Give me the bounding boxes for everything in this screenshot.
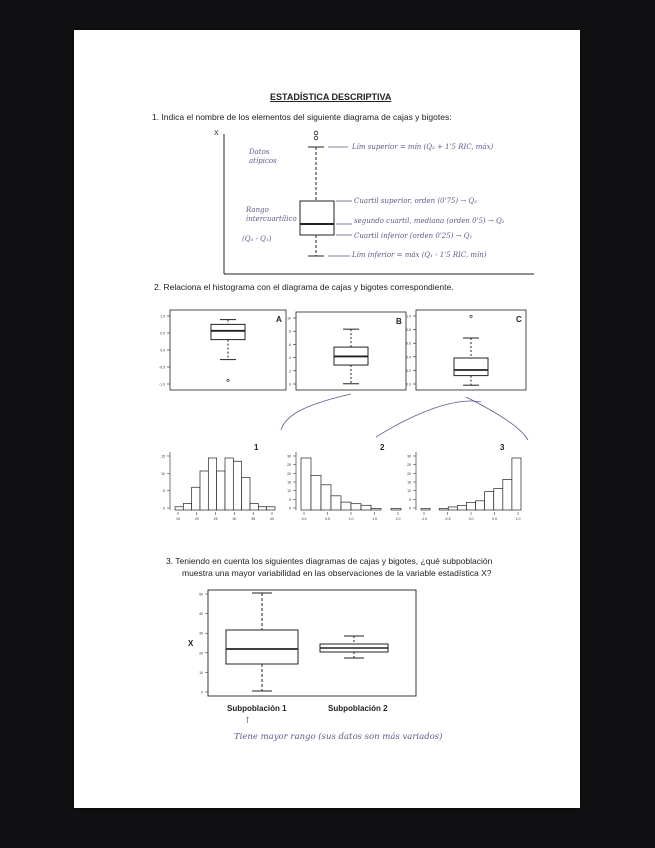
hist-bar-3-7: [485, 492, 494, 510]
outlier-C-0: [470, 315, 472, 317]
box-tick-label-B-0: 10: [287, 316, 291, 321]
hist-xtick-label-1-4: 35: [251, 517, 256, 521]
q3-axis-label: X: [188, 639, 194, 648]
box-tick-label-A-1: 0.5: [160, 331, 165, 336]
hist-ytick-label-3-1: 25: [407, 463, 411, 468]
hist-bar-3-3: [448, 507, 457, 510]
q3-ytick-label-3: 20: [199, 651, 203, 656]
box-tick-label-A-2: 0.0: [160, 348, 165, 353]
q3-ytick-label-4: 10: [199, 670, 203, 675]
box-tick-label-C-1: 0.8: [406, 328, 411, 333]
box-tick-label-B-5: 0: [289, 382, 291, 387]
hist-xtick-label-1-1: 20: [194, 517, 199, 521]
q3-ytick-label-2: 30: [199, 631, 203, 636]
boxplot-frame-A: [170, 310, 286, 390]
hist-xtick-label-2-4: 2.0: [395, 517, 401, 521]
outlier-A-0: [227, 379, 229, 381]
question-1: 1. Indica el nombre de los elementos del siguiente diagrama de cajas y bigotes:: [152, 112, 452, 122]
boxplot-label-C: C: [516, 315, 522, 324]
hist-bar-2-4: [341, 502, 351, 510]
annotation-atipicos: Datos atípicos: [249, 148, 277, 165]
hist-ytick-label-2-2: 20: [287, 471, 291, 476]
annotation-cuartil-superior: Cuartil superior, orden (0'75) → Q₃: [354, 197, 477, 205]
hist-ytick-label-1-0: 15: [161, 454, 165, 459]
q3-ytick-label-1: 40: [199, 612, 203, 617]
hist-ytick-label-3-5: 5: [409, 497, 411, 502]
hist-bar-3-2: [439, 508, 448, 510]
subpoblacion-2-label: Subpoblación 2: [328, 704, 388, 713]
match-line-2: [376, 401, 481, 437]
match-line-1: [281, 394, 351, 430]
hist-bar-1-3: [200, 471, 208, 510]
hist-ytick-label-3-4: 10: [407, 489, 411, 494]
q2-figures: [136, 302, 522, 522]
document-page: [74, 30, 580, 808]
hist-ytick-label-2-5: 5: [289, 497, 291, 502]
hist-bar-1-9: [250, 504, 258, 511]
hist-bar-2-2: [321, 485, 331, 510]
box-C: [454, 358, 488, 376]
hist-ytick-label-3-6: 0: [409, 506, 411, 511]
hist-bar-1-6: [225, 458, 233, 510]
hist-label-2: 2: [380, 443, 385, 452]
box-tick-label-C-0: 1.0: [406, 314, 411, 319]
box-tick-label-B-1: 8: [289, 329, 291, 334]
hist-bar-3-0: [421, 508, 430, 510]
hist-xtick-label-3-3: 0.5: [492, 517, 497, 521]
hist-ytick-label-1-1: 10: [161, 471, 165, 476]
hist-xtick-label-2-0: 0.0: [301, 517, 307, 521]
hist-xtick-label-2-1: 0.5: [325, 517, 330, 521]
box-tick-label-B-2: 6: [289, 342, 291, 347]
answer-arrow: ↑: [244, 716, 252, 726]
hist-ytick-label-3-3: 15: [407, 480, 411, 485]
hist-bar-1-2: [192, 487, 200, 510]
box-tick-label-B-3: 4: [289, 356, 291, 361]
hist-xtick-label-1-3: 30: [232, 517, 237, 521]
hist-xtick-label-3-0: -1.0: [420, 517, 428, 521]
hist-bar-1-5: [217, 471, 225, 510]
hist-xtick-label-2-3: 1.5: [372, 517, 377, 521]
hist-bar-1-1: [183, 504, 191, 511]
hist-bar-1-11: [267, 507, 275, 510]
hist-bar-3-5: [466, 502, 475, 510]
hist-xtick-label-1-0: 15: [176, 517, 180, 521]
box-A: [211, 324, 245, 339]
box-tick-label-A-4: -1.0: [158, 382, 165, 387]
hist-bar-2-7: [371, 508, 381, 510]
hist-xtick-label-3-2: 0.0: [468, 517, 474, 521]
hist-bar-3-4: [457, 505, 466, 510]
hist-ytick-label-2-3: 15: [287, 480, 291, 485]
hist-bar-1-0: [175, 507, 183, 510]
hist-bar-2-9: [391, 508, 401, 510]
box-tick-label-C-4: 0.2: [406, 368, 411, 373]
box-tick-label-C-5: 0.0: [406, 382, 411, 387]
box-tick-label-C-2: 0.6: [406, 341, 411, 346]
hist-xtick-label-1-2: 25: [213, 517, 218, 521]
q3-boxplots: [184, 586, 424, 702]
hist-bar-2-1: [311, 475, 321, 510]
hist-label-3: 3: [500, 443, 505, 452]
hist-bar-3-8: [494, 489, 503, 510]
annotation-lim-superior: Lím superior = mín (Q₃ + 1'5 RIC, máx): [352, 143, 494, 151]
box-tick-label-B-4: 2: [289, 369, 291, 374]
hist-xtick-label-3-1: -0.5: [444, 517, 451, 521]
hist-bar-2-0: [301, 458, 311, 510]
q1-axis-label: X: [214, 130, 219, 137]
hist-bar-3-6: [476, 501, 485, 510]
hist-ytick-label-3-2: 20: [407, 471, 411, 476]
q3-box1: [226, 630, 298, 664]
box-tick-label-A-3: -0.5: [158, 365, 165, 370]
hist-ytick-label-1-3: 0: [163, 506, 165, 511]
annotation-mediana: segundo cuartil, mediana (orden 0'5) → Q₂: [354, 217, 505, 225]
hist-bar-3-9: [503, 479, 512, 510]
hist-ytick-label-2-1: 25: [287, 463, 291, 468]
annotation-cuartil-inferior: Cuartil inferior (orden 0'25) → Q₁: [354, 232, 473, 240]
hist-bar-3-10: [512, 458, 521, 510]
hist-ytick-label-1-2: 5: [163, 489, 165, 494]
hist-ytick-label-3-0: 30: [407, 454, 411, 459]
answer-text: Tiene mayor rango (sus datos son más variados): [234, 732, 443, 742]
hist-bar-2-6: [361, 505, 371, 510]
question-2: 2. Relaciona el histograma con el diagrama de cajas y bigotes correspondiente.: [154, 282, 454, 292]
hist-bar-2-3: [331, 496, 341, 510]
hist-xtick-label-1-5: 40: [270, 517, 274, 521]
subpoblacion-1-label: Subpoblación 1: [227, 704, 287, 713]
question-3-line1: 3. Teniendo en cuenta los siguientes diagramas de cajas y bigotes, ¿qué subpoblación: [166, 556, 493, 566]
hist-bar-1-8: [242, 478, 250, 511]
hist-xtick-label-3-4: 1.0: [515, 517, 521, 521]
box-tick-label-C-3: 0.4: [406, 355, 411, 360]
hist-bar-1-10: [258, 507, 266, 510]
annotation-lim-inferior: Lím inferior = máx (Q₁ - 1'5 RIC, mín): [352, 251, 487, 259]
box-tick-label-A-0: 1.0: [160, 314, 165, 319]
q3-frame: [208, 590, 416, 696]
document-title: ESTADÍSTICA DESCRIPTIVA: [270, 92, 392, 102]
q3-ytick-label-0: 50: [199, 592, 203, 597]
annotation-rango-formula: (Q₃ - Q₁): [242, 235, 272, 243]
hist-xtick-label-2-2: 1.0: [348, 517, 354, 521]
annotation-rango: Rango intercuartílico: [246, 206, 297, 223]
hist-ytick-label-2-4: 10: [287, 489, 291, 494]
q3-ytick-label-5: 0: [201, 690, 203, 695]
boxplot-label-A: A: [276, 315, 282, 324]
hist-label-1: 1: [254, 443, 259, 452]
hist-bar-2-5: [351, 504, 361, 510]
hist-ytick-label-2-6: 0: [289, 506, 291, 511]
boxplot-label-B: B: [396, 317, 402, 326]
hist-bar-1-4: [208, 458, 216, 510]
match-line-3: [466, 397, 528, 440]
hist-ytick-label-2-0: 30: [287, 454, 291, 459]
hist-bar-1-7: [233, 461, 241, 510]
question-3-line2: muestra una mayor variabilidad en las observaciones de la variable estadística X?: [182, 568, 492, 578]
